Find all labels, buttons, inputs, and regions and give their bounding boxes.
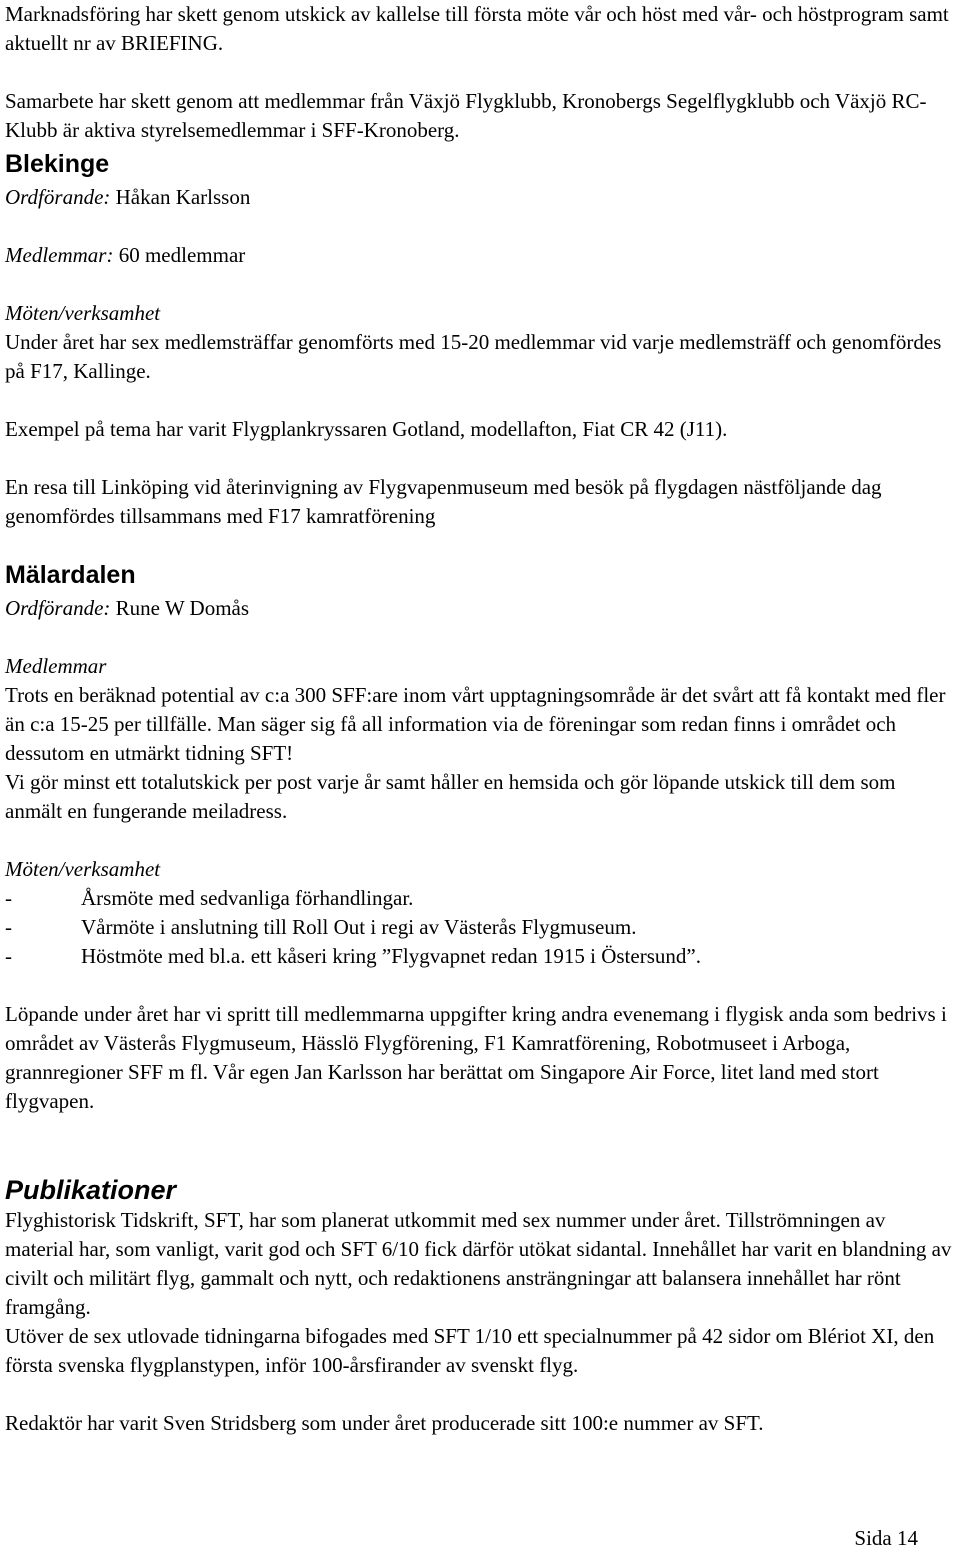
malardalen-chair bbox=[5, 594, 955, 623]
section-heading-malardalen: Mälardalen bbox=[5, 561, 136, 589]
list-item-text: Årsmöte med sedvanliga förhandlingar. bbox=[81, 886, 414, 910]
blekinge-activities-paragraph: Under året har sex medlemsträffar genomförts med 15-20 medlemmar vid varje medlemsträff och genomfördes på F17, Kallinge. bbox=[5, 330, 942, 383]
intro-paragraph-marketing: Marknadsföring har skett genom utskick av kallelse till första möte vår och höst med vår- och höstprogram samt aktuellt nr av BRIEFING. bbox=[5, 2, 949, 55]
blekinge-members-value: 60 medlemmar bbox=[113, 243, 246, 267]
blekinge-chair-label: Ordförande: bbox=[5, 185, 111, 209]
blekinge-chair bbox=[5, 183, 955, 212]
blekinge-activities-heading: Möten/verksamhet bbox=[5, 301, 161, 325]
list-item-text: Vårmöte i anslutning till Roll Out i regi av Västerås Flygmuseum. bbox=[81, 915, 637, 939]
blekinge-members-label: Medlemmar: bbox=[5, 243, 114, 267]
dash-bullet-icon: - bbox=[5, 944, 12, 968]
blekinge-themes-paragraph: Exempel på tema har varit Flygplankryssaren Gotland, modellafton, Fiat CR 42 (J11). bbox=[5, 417, 728, 441]
malardalen-chair-value: Rune W Domås bbox=[110, 596, 250, 620]
section-heading-blekinge: Blekinge bbox=[5, 150, 110, 178]
malardalen-activities-list bbox=[5, 884, 955, 971]
document-page bbox=[5, 0, 955, 1438]
blekinge-chair-value: Håkan Karlsson bbox=[110, 185, 251, 209]
dash-bullet-icon: - bbox=[5, 915, 12, 939]
malardalen-members-paragraph: Trots en beräknad potential av c:a 300 SFF:are inom vårt upptagningsområde är det svårt att få kontakt med fler än c:a 15-25 per tillfälle. Man säger sig få all information via de föreningar som redan finns i området och dessutom en utmärkt tidning SFT! bbox=[5, 683, 946, 765]
malardalen-mailing-paragraph: Vi gör minst ett totalutskick per post varje år samt håller en hemsida och gör löpande utskick till dem som anmält en fungerande meiladress. bbox=[5, 770, 896, 823]
publications-paragraph-editor: Redaktör har varit Sven Stridsberg som under året producerade sitt 100:e nummer av SFT. bbox=[5, 1411, 764, 1435]
section-heading-publications: Publikationer bbox=[5, 1175, 177, 1205]
publications-paragraph-sft: Flyghistorisk Tidskrift, SFT, har som planerat utkommit med sex nummer under året. Tillströmningen av material har, som vanligt, varit god och SFT 6/10 fick därför utökat sidantal. Innehållet har varit en blandning av civilt och militärt flyg, gammalt och nytt, och redaktionens ansträngningar att balansera innehållet har rönt framgång. bbox=[5, 1208, 952, 1319]
malardalen-chair-label: Ordförande: bbox=[5, 596, 111, 620]
malardalen-members-heading: Medlemmar bbox=[5, 654, 107, 678]
blekinge-trip-paragraph: En resa till Linköping vid återinvigning av Flygvapenmuseum med besök på flygdagen nästföljande dag genomfördes tillsammans med F17 kamratförening bbox=[5, 475, 882, 528]
intro-paragraph-cooperation: Samarbete har skett genom att medlemmar från Växjö Flygklubb, Kronobergs Segelflygklubb och Växjö RC-Klubb är aktiva styrelsemedlemmar i SFF-Kronoberg. bbox=[5, 89, 927, 142]
list-item bbox=[5, 942, 955, 971]
malardalen-activities-heading: Möten/verksamhet bbox=[5, 857, 161, 881]
list-item-text: Höstmöte med bl.a. ett kåseri kring ”Flygvapnet redan 1915 i Östersund”. bbox=[81, 944, 701, 968]
malardalen-events-paragraph: Löpande under året har vi spritt till medlemmarna uppgifter kring andra evenemang i flygisk anda som bedrivs i området av Västerås Flygmuseum, Hässlö Flygförening, F1 Kamratförening, Robotmuseet i Arboga, grannregioner SFF m fl. Vår egen Jan Karlsson har berättat om Singapore Air Force, litet land med stort flygvapen. bbox=[5, 1002, 947, 1113]
dash-bullet-icon: - bbox=[5, 886, 12, 910]
blekinge-members bbox=[5, 241, 955, 270]
list-item bbox=[5, 884, 955, 913]
list-item bbox=[5, 913, 955, 942]
page-number: Sida 14 bbox=[854, 1526, 918, 1550]
publications-paragraph-special-issue: Utöver de sex utlovade tidningarna bifogades med SFT 1/10 ett specialnummer på 42 sidor om Blériot XI, den första svenska flygplanstypen, inför 100-årsfirander av svenskt flyg. bbox=[5, 1324, 935, 1377]
